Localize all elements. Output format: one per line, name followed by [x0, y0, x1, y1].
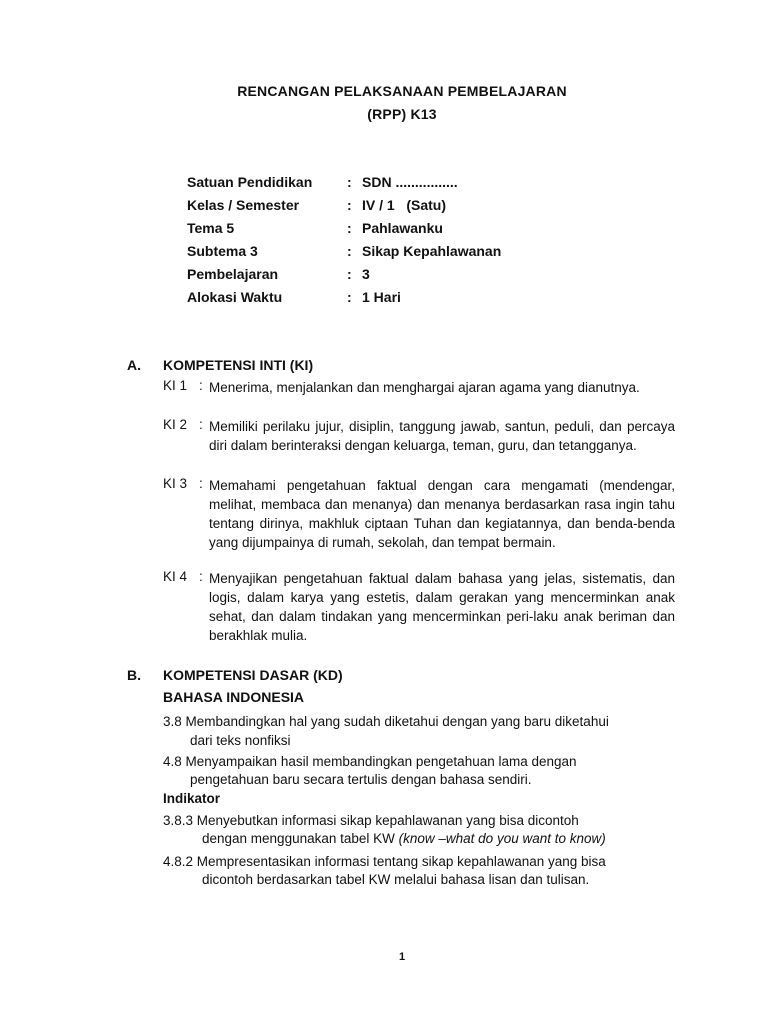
ki-2-label: KI 2: [163, 417, 188, 432]
meta-value-satuan: SDN ................: [362, 174, 458, 190]
meta-label-kelas: Kelas / Semester: [187, 197, 300, 213]
indikator-heading: Indikator: [163, 791, 221, 806]
meta-value-pembelajaran: 3: [362, 266, 370, 282]
meta-label-tema: Tema 5: [187, 220, 235, 236]
meta-value-subtema: Sikap Kepahlawanan: [362, 243, 502, 259]
meta-colon: :: [347, 197, 352, 213]
indikator-3-8-3-line2-text: dengan menggunakan tabel KW: [202, 831, 395, 846]
ki-colon: :: [199, 569, 203, 584]
ki-colon: :: [199, 378, 203, 393]
subject-heading: BAHASA INDONESIA: [163, 689, 305, 705]
meta-colon: :: [347, 289, 352, 305]
section-a-title: KOMPETENSI INTI (KI): [163, 357, 314, 373]
kd-3-8-line1: 3.8 Membandingkan hal yang sudah diketahui dengan yang baru diketahui: [163, 714, 609, 729]
kd-4-8-line2: pengetahuan baru secara tertulis dengan bahasa sendiri.: [190, 772, 532, 787]
ki-colon: :: [199, 417, 203, 432]
meta-value-kelas: IV / 1 (Satu): [362, 197, 447, 213]
indikator-4-8-2-line1: 4.8.2 Mempresentasikan informasi tentang sikap kepahlawanan yang bisa: [163, 854, 606, 869]
indikator-3-8-3-line1: 3.8.3 Menyebutkan informasi sikap kepahlawanan yang bisa dicontoh: [163, 813, 579, 828]
section-a-letter: A.: [127, 357, 141, 373]
ki-1-text: Menerima, menjalankan dan menghargai ajaran agama yang dianutnya.: [209, 380, 640, 395]
document-title: RENCANGAN PELAKSANAAN PEMBELAJARAN: [237, 83, 567, 99]
meta-label-alokasi: Alokasi Waktu: [187, 289, 283, 305]
meta-label-subtema: Subtema 3: [187, 243, 258, 259]
meta-colon: :: [347, 174, 352, 190]
indikator-3-8-3-line2: [202, 829, 606, 848]
ki-4-label: KI 4: [163, 569, 188, 584]
meta-colon: :: [347, 266, 352, 282]
ki-3-label: KI 3: [163, 476, 188, 491]
ki-1-label: KI 1: [163, 378, 188, 393]
document-subtitle: (RPP) K13: [367, 106, 437, 122]
meta-colon: :: [347, 243, 352, 259]
kd-3-8-line2: dari teks nonfiksi: [190, 733, 291, 748]
indikator-3-8-3-italic: (know –what do you want to know): [394, 831, 606, 846]
kd-4-8-line1: 4.8 Menyampaikan hasil membandingkan pengetahuan lama dengan: [163, 754, 577, 769]
ki-2-text: Memiliki perilaku jujur, disiplin, tanggung jawab, santun, peduli, dan percaya diri dalam berinteraksi dengan keluarga, teman, guru, dan tetangganya.: [209, 419, 675, 453]
section-b-title: KOMPETENSI DASAR (KD): [163, 667, 343, 683]
ki-4-text: Menyajikan pengetahuan faktual dalam bahasa yang jelas, sistematis, dan logis, dalam karya yang estetis, dalam gerakan yang mencerminkan anak sehat, dan dalam tindakan yang mencerminkan peri-laku anak beriman dan berakhlak mulia.: [209, 571, 675, 643]
meta-label-satuan: Satuan Pendidikan: [187, 174, 313, 190]
ki-colon: :: [199, 476, 203, 491]
meta-colon: :: [347, 220, 352, 236]
meta-label-pembelajaran: Pembelajaran: [187, 266, 279, 282]
section-b-letter: B.: [127, 667, 141, 683]
meta-value-tema: Pahlawanku: [362, 220, 443, 236]
page-number: 1: [398, 951, 406, 963]
ki-3-text: Memahami pengetahuan faktual dengan cara mengamati (mendengar, melihat, membaca dan menanya) dan menanya berdasarkan rasa ingin tahu tentang dirinya, makhluk ciptaan Tuhan dan kegiatannya, dan benda-benda yang dijumpainya di rumah, sekolah, dan tempat bermain.: [209, 478, 675, 550]
meta-value-alokasi: 1 Hari: [362, 289, 401, 305]
indikator-4-8-2-line2: dicontoh berdasarkan tabel KW melalui bahasa lisan dan tulisan.: [202, 872, 590, 887]
